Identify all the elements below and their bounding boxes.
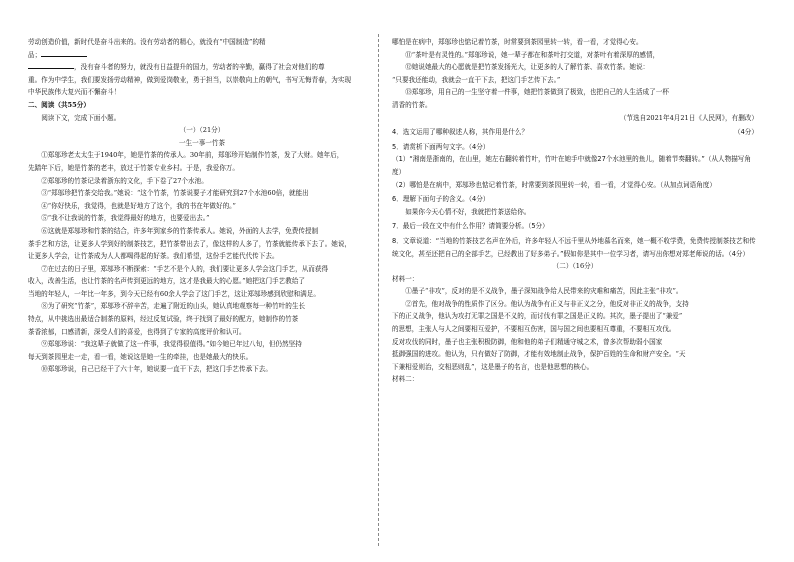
- instruction: 阅读下文，完成下面小题。: [41, 113, 121, 122]
- paragraph: ⑦在过去的日子里，郑邬珍不断探索：“手艺不是个人的，我们要让更多人学会这门手艺，从而获得: [41, 264, 329, 273]
- paragraph: 茶香浓郁，口感清新，深受人们的喜爱，也得到了专家的高度评价和认可。: [28, 327, 246, 336]
- question-item: （1）“湘南是浙南的，在山里，她左右翻转着竹叶，竹叶在她手中就像27个水池里的鱼儿，随着节奏翻转。”（从人物描写角度）: [392, 155, 751, 176]
- paragraph: “只要我还能动，我就会一直干下去，把这门手艺传下去。”: [392, 75, 561, 84]
- paragraph: ⑩郑邬珍说，自己已经干了六十年，她说要一直干下去，把这门手艺传承下去。: [41, 365, 272, 374]
- paragraph: ⑥这就是郑邬珍和竹茶的结合，许多年到家乡的竹茶传承人。她说，外面的人去学，免费传授制: [41, 226, 319, 235]
- paragraph: 下兼相爱则治，交相恶则乱”，这是墨子的名言，也是他思想的核心。: [392, 362, 594, 371]
- left-column: [28, 36, 376, 376]
- paragraph: ②郑邬珍的竹茶记录着浙东的文化，手下卷了27个水池。: [41, 176, 208, 185]
- essay-title: 一生一事一竹茶: [178, 138, 226, 147]
- paragraph: ⑫她说她最大的心愿就是把竹茶发扬光大，让更多的人了解竹茶、喜欢竹茶。她说：: [405, 63, 650, 72]
- part-one-heading: （一）（21分）: [179, 126, 225, 135]
- paragraph: ①墨子“非攻”，反对的是不义战争，墨子深知战争给人民带来的灾难和痛苦，因此主张“非攻”。: [405, 287, 683, 296]
- paragraph: 收入，改善生活，也让竹茶的名声传到更远的地方，这才是我最大的心愿。”她把这门手艺教给了: [28, 277, 306, 286]
- paragraph: 先踏年下后，她是竹茶的老丰，放过于竹茶专业乡村。于是，我爱你万。: [28, 163, 239, 172]
- material-one-label: 材料一：: [392, 274, 419, 283]
- question-item: 8．文章说道：“当地的竹茶技艺名声在外后，许多年轻人不远千里从外地慕名而来，她一概不收学费，免费传授制茶技艺和传统文化，甚至还把自己的全部手艺，已经教出了好多弟子。”假如你是其中一位学习者，请写出你想对郑老师说的话。（4分）: [392, 236, 756, 258]
- paragraph: ①郑邬珍老太太生于1940年，她是竹茶的传承人。30年前，郑邬珍开始制作竹茶，发了大财。她年后，: [41, 151, 344, 160]
- paragraph: 每天到茶园里走一走，看一看，她说这是她一生的牵挂，也是她最大的快乐。: [28, 352, 253, 361]
- question-item: （2）哪怕是在病中，郑邬珍也惦记着竹茶，时常要到茶园里转一转，看一看，才觉得心安。（从加点词语角度）: [392, 180, 716, 189]
- column-divider: [378, 34, 379, 546]
- source-note: （节选自2021年4月21日《人民网》，有删改）: [619, 113, 758, 122]
- intro-line-5: 中华民族伟大复兴而不懈奋斗！: [28, 88, 121, 97]
- paragraph: 的思想，主张人与人之间要相互爱护，不要相互伤害，国与国之间也要相互尊重，不要相互攻伐。: [392, 325, 676, 334]
- paragraph: ⑤“我不让我说的竹茶，我觉得最好的地方，也要爱出去。”: [41, 214, 210, 223]
- paragraph: ⑬郑邬珍，用自己的一生坚守着一件事，她把竹茶做到了极致，也把自己的人生活成了一杯: [405, 88, 669, 97]
- section-heading: 二、阅读（共55分）: [28, 100, 90, 109]
- paragraph: ②首先，他对战争的性质作了区分。他认为战争有正义与非正义之分，他反对非正义的战争，支持: [405, 299, 689, 308]
- paragraph: 让更多人学会，让竹茶成为人人都喝得起的好茶。我们希望，这份手艺能代代传下去。: [28, 252, 279, 261]
- paragraph: ③“郑邬珍把竹茶交给我。”她说：“这个竹茶，竹茶说要子才能研究到27个水池60倍，就能出: [41, 189, 309, 198]
- question-list: [392, 126, 758, 260]
- question-item: 6．理解下面句子的含义。（4分）: [392, 195, 490, 204]
- paragraph: 清香的竹茶。: [392, 100, 432, 109]
- paragraph: ④“你好快乐，我觉得，也就是好地方了这个，我的书在年做好的。”: [41, 201, 236, 210]
- paragraph: 反对攻伐的同时，墨子也主张积极防御，他和他的弟子们精通守城之术，曾多次帮助弱小国家: [392, 337, 663, 346]
- paragraph: 特点，从中挑选出最适合制茶的原料，经过反复试验，终于找到了最好的配方，她制作的竹茶: [28, 315, 299, 324]
- intro-line-3: ，没有奋斗者的努力，就没有日益提升的国力，劳动者的辛勤，赢得了社会对他们的尊: [28, 61, 376, 74]
- paragraph: ⑪“茶叶是有灵性的。”郑邬珍说，她一辈子都在和茶叶打交道，对茶叶有着深厚的感情，: [405, 50, 660, 59]
- question-item: 如果你今天心情不好，我就把竹茶送给你。: [405, 207, 531, 216]
- paragraph: 哪怕是在病中，郑邬珍也惦记着竹茶，时常要到茶园里转一转，看一看，才觉得心安。: [392, 38, 643, 46]
- answer-blank[interactable]: [28, 62, 74, 69]
- paragraph: 下的正义战争，他认为攻打无罪之国是不义的，而讨伐有罪之国是正义的。其次，墨子提出了“兼爱”: [392, 312, 683, 321]
- paragraph: 茶手艺和方法，让更多人学到好的制茶技艺，把竹茶带出去了，像这样的人多了，竹茶就能传承下去了。她说，: [28, 239, 352, 248]
- material-two-label: 材料二：: [392, 375, 419, 384]
- paragraph: ⑧为了研究“竹茶”，郑邬珍不辞辛苦，走遍了附近的山头，她认真地观察每一种竹叶的生长: [41, 302, 306, 311]
- essay-body: [28, 149, 376, 376]
- paragraph: 抵御强国的进攻。他认为，只有做好了防御，才能有效地制止战争，保护百姓的生命和财产安全。“天: [392, 350, 686, 359]
- right-column: [392, 36, 758, 386]
- answer-blank[interactable]: [41, 50, 87, 57]
- paragraph: 当地的年轻人，一年比一年多，到今天已经有60余人学会了这门手艺，这让郑邬珍感到欣慰和满足。: [28, 289, 320, 298]
- intro-line-4: 重。作为中学生，我们要发扬劳动精神，做到爱岗敬业，勇于担当，以崇敬向上的朝气，书写无悔青春，为实现: [28, 75, 352, 84]
- intro-line-2: 品；: [28, 49, 376, 62]
- question-item: 5．请赏析下面两句文字。（4分）: [392, 142, 490, 151]
- question-item: 7．最后一段在文中有什么作用？请简要分析。（5分）: [392, 222, 549, 231]
- intro-line-1: 劳动创造价值，新时代是奋斗出来的。没有劳动者的精心，就没有“中国制造”的精: [28, 38, 266, 46]
- part-two-heading: （二）（16分）: [552, 262, 598, 271]
- paragraph: ⑨郑邬珍说：“我这辈子就做了这一件事，我觉得很值得。”如今她已年过八旬，但仍然坚持: [41, 340, 302, 349]
- question-item: 4．选文运用了哪种叙述人称，其作用是什么？ （4分）: [392, 128, 758, 137]
